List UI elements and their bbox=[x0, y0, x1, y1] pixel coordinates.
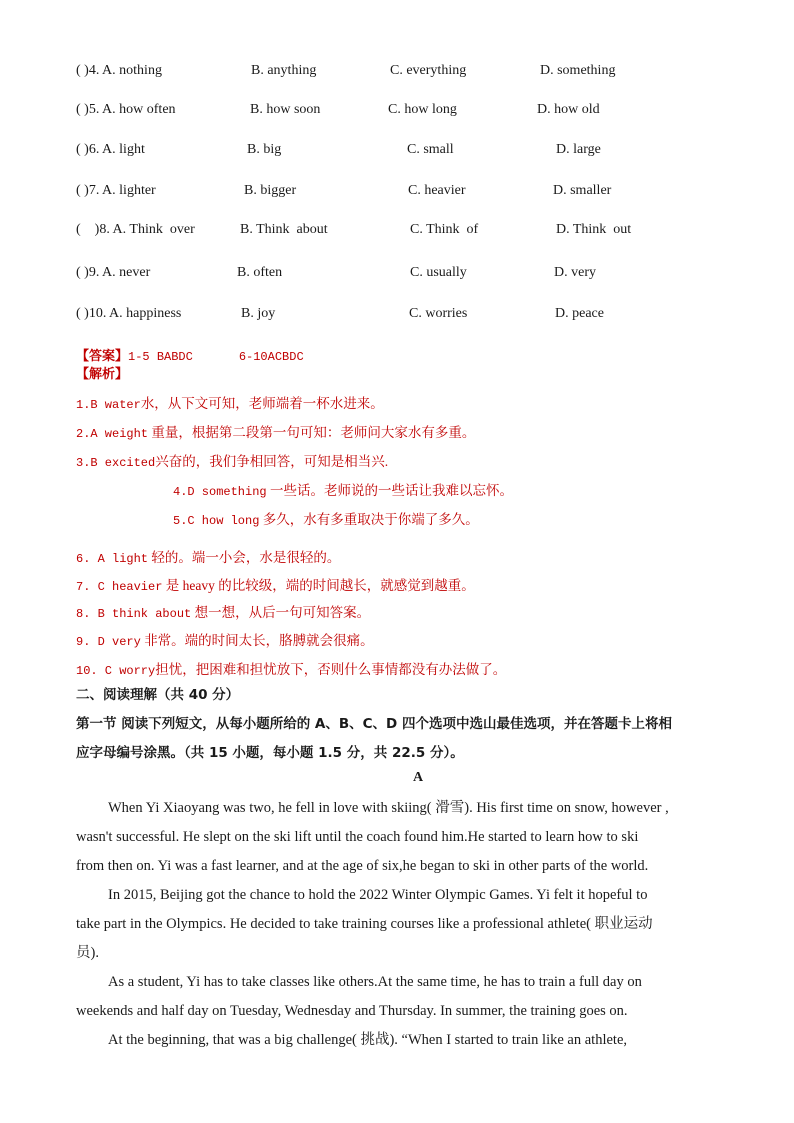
explanation-1: 1.B water水，从下文可知，老师端着一杯水进来。 bbox=[76, 396, 384, 412]
passage-label: A bbox=[413, 770, 424, 785]
answer-label: 【答案】 bbox=[76, 349, 129, 364]
analysis-label: 【解析】 bbox=[76, 367, 129, 382]
passage-line-4: In 2015, Beijing got the chance to hold the 2022 Winter Olympic Games. Yi felt it hopeful to bbox=[108, 887, 648, 903]
question-6-option-b: B. big bbox=[247, 142, 282, 157]
explanation-7: 7. C heavier 是 heavy 的比较级，端的时间越长，就感觉到越重。 bbox=[76, 578, 475, 594]
question-9-stem: ( )9. A. never bbox=[76, 265, 151, 280]
question-10-option-b: B. joy bbox=[241, 306, 276, 321]
section-instruction-line-2: 应字母编号涂黑。（共 15 小题，每小题 1.5 分，共 22.5 分）。 bbox=[76, 745, 464, 761]
passage-line-8: weekends and half day on Tuesday, Wednesday and Thursday. In summer, the training goes on. bbox=[76, 1003, 628, 1019]
question-6-option-c: C. small bbox=[407, 142, 454, 157]
section-instruction-line-1: 第一节 阅读下列短文，从每小题所给的 A、B、C、D 四个选项中选山最佳选项，并在答题卡上将相 bbox=[76, 716, 672, 732]
passage-line-1: When Yi Xiaoyang was two, he fell in love with skiing( 滑雪). His first time on snow, however , bbox=[108, 800, 669, 816]
explanation-9: 9. D very 非常。端的时间太长，胳膊就会很痛。 bbox=[76, 633, 374, 649]
answer-keys-1-5: 1-5 BABDC bbox=[128, 350, 193, 364]
answer-line bbox=[76, 345, 304, 364]
question-7-option-c: C. heavier bbox=[408, 183, 466, 198]
question-5-stem: ( )5. A. how often bbox=[76, 102, 176, 117]
question-4-option-b: B. anything bbox=[251, 63, 317, 78]
explanation-8: 8. B think about 想一想，从后一句可知答案。 bbox=[76, 605, 371, 621]
explanation-6: 6. A light 轻的。端一小会，水是很轻的。 bbox=[76, 550, 341, 566]
question-6-option-d: D. large bbox=[556, 142, 601, 157]
answer-keys-6-10: 6-10ACBDC bbox=[238, 350, 304, 364]
question-10-stem: ( )10. A. happiness bbox=[76, 306, 182, 321]
passage-line-6: 员). bbox=[76, 945, 99, 961]
question-10-option-d: D. peace bbox=[555, 306, 604, 321]
explanation-3: 3.B excited兴奋的，我们争相回答，可知是相当兴. bbox=[76, 454, 389, 470]
question-9-option-c: C. usually bbox=[410, 265, 467, 280]
question-7-option-b: B. bigger bbox=[244, 183, 297, 198]
passage-line-9: At the beginning, that was a big challenge( 挑战). “When I started to train like an athlete, bbox=[108, 1032, 628, 1048]
passage-line-5: take part in the Olympics. He decided to take training courses like a professional athlete( 职业运动 bbox=[76, 916, 653, 932]
question-4-option-d: D. something bbox=[540, 63, 616, 78]
explanation-5: 5.C how long 多久，水有多重取决于你端了多久。 bbox=[173, 512, 479, 528]
question-8-option-c: C. Think of bbox=[410, 222, 479, 237]
passage-line-7: As a student, Yi has to take classes like others.At the same time, he has to train a full day on bbox=[108, 974, 642, 990]
question-4-stem: ( )4. A. nothing bbox=[76, 63, 162, 78]
question-8-option-d: D. Think out bbox=[556, 222, 632, 237]
question-4-option-c: C. everything bbox=[390, 63, 467, 78]
passage-body bbox=[76, 794, 718, 1055]
section-heading: 二、阅读理解（共 40 分） bbox=[76, 687, 240, 703]
explanation-2: 2.A weight 重量，根据第二段第一句可知：老师问大家水有多重。 bbox=[76, 425, 476, 441]
passage-line-3: from then on. Yi was a fast learner, and at the age of six,he began to ski in other parts of the world. bbox=[76, 858, 649, 874]
question-6-stem: ( )6. A. light bbox=[76, 142, 145, 157]
question-5-option-c: C. how long bbox=[388, 102, 457, 117]
question-9-option-b: B. often bbox=[237, 265, 283, 280]
question-5-option-b: B. how soon bbox=[250, 102, 321, 117]
explanation-4: 4.D something 一些话。老师说的一些话让我难以忘怀。 bbox=[173, 483, 513, 499]
question-8-stem: ( )8. A. Think over bbox=[76, 222, 195, 237]
passage-line-2: wasn't successful. He slept on the ski lift until the coach found him.He started to learn how to ski bbox=[76, 829, 639, 845]
question-5-option-d: D. how old bbox=[537, 102, 600, 117]
question-10-option-c: C. worries bbox=[409, 306, 468, 321]
question-7-stem: ( )7. A. lighter bbox=[76, 183, 156, 198]
explanation-10: 10. C worry担忧，把困难和担忧放下，否则什么事情都没有办法做了。 bbox=[76, 662, 507, 678]
question-9-option-d: D. very bbox=[554, 265, 596, 280]
question-7-option-d: D. smaller bbox=[553, 183, 612, 198]
question-8-option-b: B. Think about bbox=[240, 222, 328, 237]
